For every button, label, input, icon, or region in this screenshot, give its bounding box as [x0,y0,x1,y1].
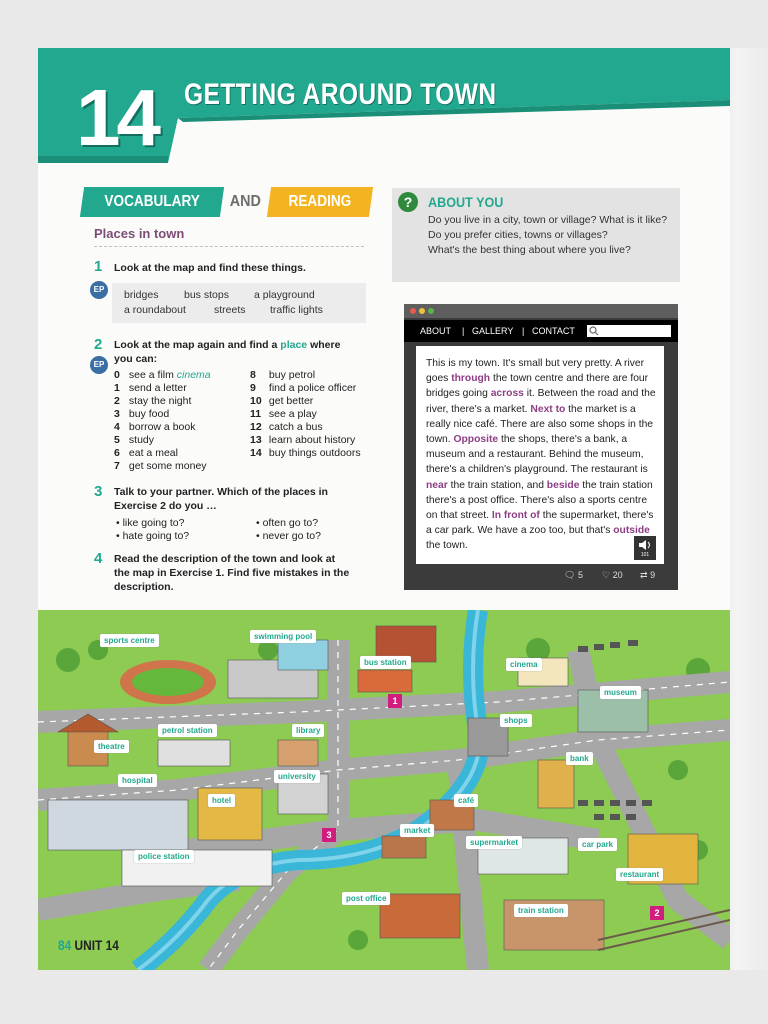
word-item: a roundabout [124,304,186,316]
exercise-2-instruction: Look at the map again and find a place where you can: [114,339,341,365]
exercise-2-number: 2 [94,336,103,353]
word-item: streets [214,304,246,316]
map-label-police-station: police station [134,850,194,863]
map-marker-1: 1 [388,694,402,708]
exercise-3-instruction: Talk to your partner. Which of the places in Exercise 2 do you … [114,486,328,512]
share-icon: ⇄ [640,570,648,580]
heart-icon: ♡ [602,570,611,580]
text-fragment: the supermarket, there's a car park. We have a zoo too, but that's [426,510,654,537]
map-label-supermarket: supermarket [466,836,522,849]
map-label-bank: bank [566,752,593,765]
comment-count[interactable]: 🗨 5 [564,570,583,580]
list-item: 4 borrow a book [114,421,196,433]
close-dot-icon [410,308,416,314]
unit-title: GETTING AROUND TOWN [184,78,497,111]
nav-separator: | [462,326,465,336]
text-fragment: the train station, and [447,479,547,491]
about-question: Do you prefer cities, towns or villages? [428,229,608,241]
list-item: 5 study [114,434,155,446]
word-item: a playground [254,289,315,301]
list-item: 8 buy petrol [250,369,316,381]
text-fragment: the train station there's a post office. There's also a sports centre on that street. [426,479,653,522]
word-item: traffic lights [270,304,323,316]
share-count[interactable]: ⇄ 9 [640,570,656,580]
list-item: 2 stay the night [114,395,192,407]
about-you-box [392,188,680,282]
audio-speaker-icon[interactable] [634,536,656,560]
nav-about[interactable]: ABOUT [420,326,452,336]
map-label-market: market [400,824,434,837]
list-item: 0 see a film cinema [114,369,211,381]
nav-separator: | [522,326,525,336]
map-label-cinema: cinema [506,658,542,671]
text-fragment: it. Between the road and the river, there's a market. [426,388,656,415]
ep-icon: EP [90,281,108,299]
map-label-hospital: hospital [118,774,157,787]
minimize-dot-icon [419,308,425,314]
exercise-4-number: 4 [94,550,103,567]
divider [94,246,364,247]
ep-icon: EP [90,356,108,374]
highlighted-preposition: In front of [491,510,540,522]
map-label-post-office: post office [342,892,390,905]
page-footer [58,937,119,953]
search-icon [589,326,599,336]
map-label-sports-centre: sports centre [100,634,159,647]
word-item: bridges [124,289,159,301]
footer-unit: UNIT 14 [74,937,119,953]
highlighted-preposition: outside [613,525,650,537]
map-label-library: library [292,724,324,737]
list-item: 6 eat a meal [114,447,178,459]
highlighted-preposition: through [451,373,491,385]
word-item: bus stops [184,289,229,301]
about-question: What's the best thing about where you live? [428,244,631,256]
keyword-place: place [280,339,308,351]
map-label-hotel: hotel [208,794,235,807]
text-fragment: the town centre and there are four bridges going [426,373,649,400]
map-marker-2: 2 [650,906,664,920]
exercise-4-instruction: Read the description of the town and look at the map in Exercise 1. Find five mistakes in the description. [114,553,350,593]
browser-nav-bar [404,320,678,342]
question-icon: ? [398,192,418,212]
text-fragment: the town. [426,540,468,552]
highlighted-preposition: Next to [530,403,566,415]
list-item: 1 send a letter [114,382,187,394]
vocabulary-tag: VOCABULARY [80,187,225,217]
list-item: 7 get some money [114,460,207,472]
blog-text-panel [416,346,664,564]
text-fragment: the shops, there's a bank, a museum and a restaurant. Behind the museum, there's a children's playground. The restaurant is [426,434,648,476]
example-answer: cinema [176,369,211,381]
blog-browser-window [404,304,678,590]
list-item: 3 buy food [114,408,170,420]
bullet-item: • often go to? [256,517,319,529]
map-marker-3: 3 [322,828,336,842]
map-label-university: university [274,770,320,783]
highlighted-preposition: Opposite [453,434,499,446]
map-label-shops: shops [500,714,532,727]
audio-track-number: 101 [640,552,650,558]
unit-number: 14 [76,73,157,162]
text-fragment: the market is a really nice café. There are also some shops in the town. [426,403,654,446]
nav-contact[interactable]: CONTACT [532,326,575,336]
and-label: AND [230,193,262,210]
vocabulary-reading-banner [82,186,371,218]
bullet-item: • like going to? [116,517,185,529]
browser-title-bar [404,304,678,318]
exercise-1-instruction: Look at the map and find these things. [114,262,306,274]
word-box [112,283,366,323]
bullet-item: • never go to? [256,530,321,542]
map-label-theatre: theatre [94,740,129,753]
like-count[interactable]: ♡ 20 [602,570,623,580]
map-label-car-park: car park [578,838,617,851]
about-question: Do you live in a city, town or village? What is it like? [428,214,668,226]
reading-tag: READING [267,187,373,217]
exercise-2-left-list [114,369,211,473]
highlighted-preposition: near [426,479,448,491]
map-label-bus-station: bus station [360,656,411,669]
list-item: 13 learn about history [250,434,356,446]
highlighted-preposition: across [490,388,524,400]
map-label-cafe: café [454,794,478,807]
exercise-1-number: 1 [94,258,103,275]
unit-header [38,48,730,163]
text-fragment: This is my town. It's small but very pretty. A river goes [426,358,645,385]
list-item: 10 get better [250,395,314,407]
map-label-museum: museum [600,686,641,699]
maximize-dot-icon [428,308,434,314]
comment-icon: 🗨 [564,570,576,580]
about-you-title: ABOUT YOU [428,194,504,210]
town-map [38,610,730,970]
map-label-swimming-pool: swimming pool [250,630,316,643]
nav-gallery[interactable]: GALLERY [472,326,514,336]
list-item: 14 buy things outdoors [250,447,361,459]
list-item: 12 catch a bus [250,421,323,433]
map-label-petrol-station: petrol station [158,724,217,737]
page-number: 84 [58,937,72,953]
highlighted-preposition: beside [546,479,580,491]
list-item: 9 find a police officer [250,382,357,394]
town-description [426,356,658,554]
bullet-item: • hate going to? [116,530,190,542]
map-label-restaurant: restaurant [616,868,663,881]
exercise-2-right-list [250,369,361,460]
exercise-3-number: 3 [94,483,103,500]
list-item: 11 see a play [250,408,317,420]
map-label-train-station: train station [514,904,568,917]
search-input[interactable] [587,325,671,337]
section-subtitle: Places in town [94,226,185,241]
textbook-page [38,48,730,970]
